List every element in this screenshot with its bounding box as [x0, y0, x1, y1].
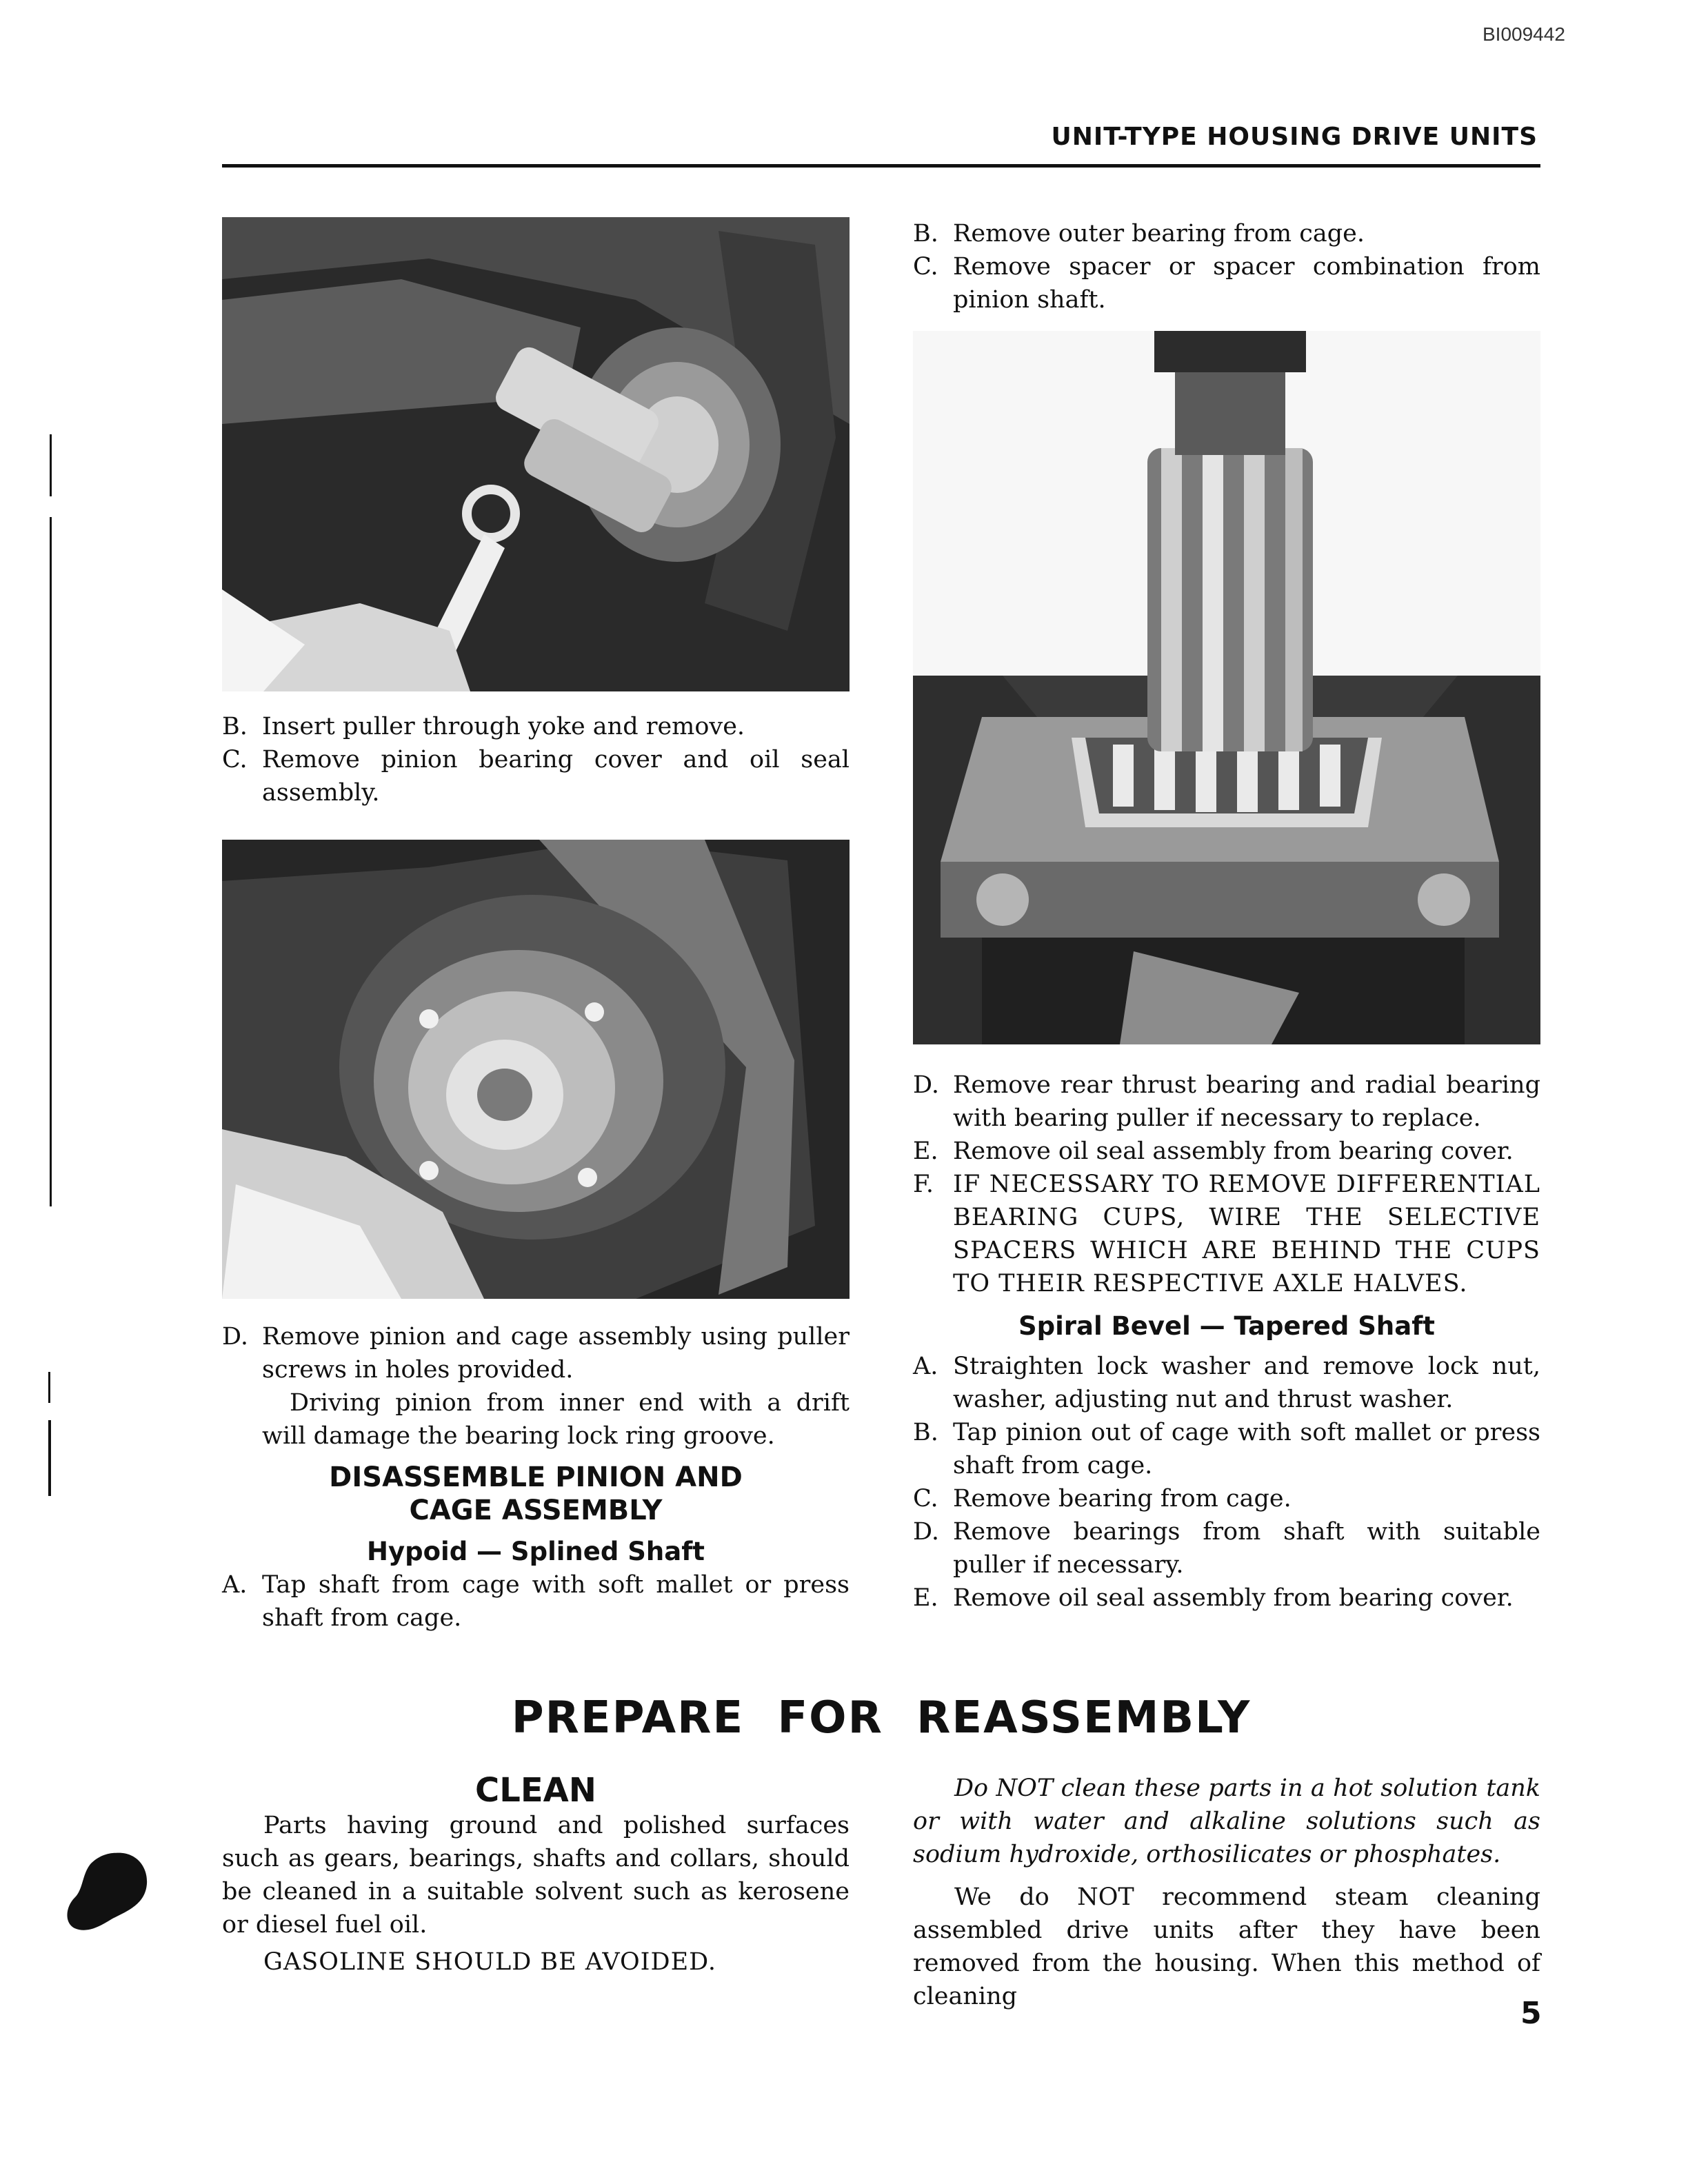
step-a-tap-shaft: A. Tap shaft from cage with soft mallet or press shaft from cage.: [222, 1571, 850, 1632]
step-e-oil-seal: E. Remove oil seal assembly from bearing cover.: [913, 1138, 1514, 1165]
margin-mark: [50, 517, 52, 1206]
margin-mark: [48, 1420, 51, 1496]
binder-hole-icon: [62, 1848, 152, 1937]
subsection-hypoid: Hypoid — Splined Shaft: [367, 1537, 705, 1566]
step-e-remove-oil-seal: E. Remove oil seal assembly from bearing cover.: [913, 1584, 1514, 1612]
pinion-shaft-in-vise-photo-icon: [913, 331, 1540, 1044]
photo-pinion-cage: [222, 840, 850, 1299]
yoke-puller-photo-icon: [222, 217, 850, 691]
step-a-lock-washer: A. Straighten lock washer and remove lock nut, washer, adjusting nut and thrust washer.: [913, 1353, 1540, 1413]
margin-mark: [48, 1372, 50, 1403]
margin-mark: [50, 434, 52, 496]
step-c-remove-spacer: C. Remove spacer or spacer combination from pinion shaft.: [913, 253, 1540, 314]
clean-title: CLEAN: [475, 1771, 596, 1810]
page-number: 5: [1520, 1996, 1542, 2031]
step-c-remove-cover: C. Remove pinion bearing cover and oil seal assembly.: [222, 746, 850, 807]
photo-yoke-puller: [222, 217, 850, 691]
step-b-insert-puller: B. Insert puller through yoke and remove.: [222, 713, 745, 740]
step-c-remove-bearing: C. Remove bearing from cage.: [913, 1485, 1292, 1513]
note-drift-warning: Driving pinion from inner end with a drift will damage the bearing lock ring groove.: [262, 1389, 850, 1450]
prepare-title: PREPARE FOR REASSEMBLY: [511, 1692, 1252, 1743]
step-d-remove-pinion: D. Remove pinion and cage assembly using puller screws in holes provided.: [222, 1323, 850, 1384]
header-rule: [222, 164, 1540, 168]
steam-cleaning-paragraph: We do NOT recommend steam cleaning assembled drive units after they have been removed from the housing. When this method of cleaning: [913, 1883, 1540, 2010]
hot-tank-warning: Do NOT clean these parts in a hot solution tank or with water and alkaline solutions such as sodium hydroxide, orthosilicates or phosphates.: [913, 1775, 1540, 1868]
pinion-cage-photo-icon: [222, 840, 850, 1299]
gasoline-note: GASOLINE SHOULD BE AVOIDED.: [263, 1948, 717, 1976]
document-id: BI009442: [1483, 23, 1565, 45]
running-title: UNIT-TYPE HOUSING DRIVE UNITS: [1051, 123, 1538, 151]
step-f-bearing-cups: F. IF NECESSARY TO REMOVE DIFFERENTIAL BEARING CUPS, WIRE THE SELECTIVE SPACERS WHICH ARE BEHIND THE CUPS TO THEIR RESPECTIVE AXLE HALVES.: [913, 1171, 1540, 1297]
subsection-spiral-bevel: Spiral Bevel — Tapered Shaft: [1018, 1311, 1435, 1341]
step-b-outer-bearing: B. Remove outer bearing from cage.: [913, 220, 1365, 247]
step-b-tap-pinion: B. Tap pinion out of cage with soft mallet or press shaft from cage.: [913, 1419, 1540, 1479]
photo-pinion-shaft-vise: [913, 331, 1540, 1044]
step-d-rear-thrust-bearing: D. Remove rear thrust bearing and radial bearing with bearing puller if necessary to replace.: [913, 1071, 1540, 1132]
step-d-remove-bearings-shaft: D. Remove bearings from shaft with suitable puller if necessary.: [913, 1518, 1540, 1579]
clean-paragraph: Parts having ground and polished surfaces such as gears, bearings, shafts and collars, should be cleaned in a suitable solvent such as kerosene or diesel fuel oil.: [222, 1812, 850, 1939]
section-title-disassemble: DISASSEMBLE PINION AND CAGE ASSEMBLY: [329, 1462, 743, 1526]
